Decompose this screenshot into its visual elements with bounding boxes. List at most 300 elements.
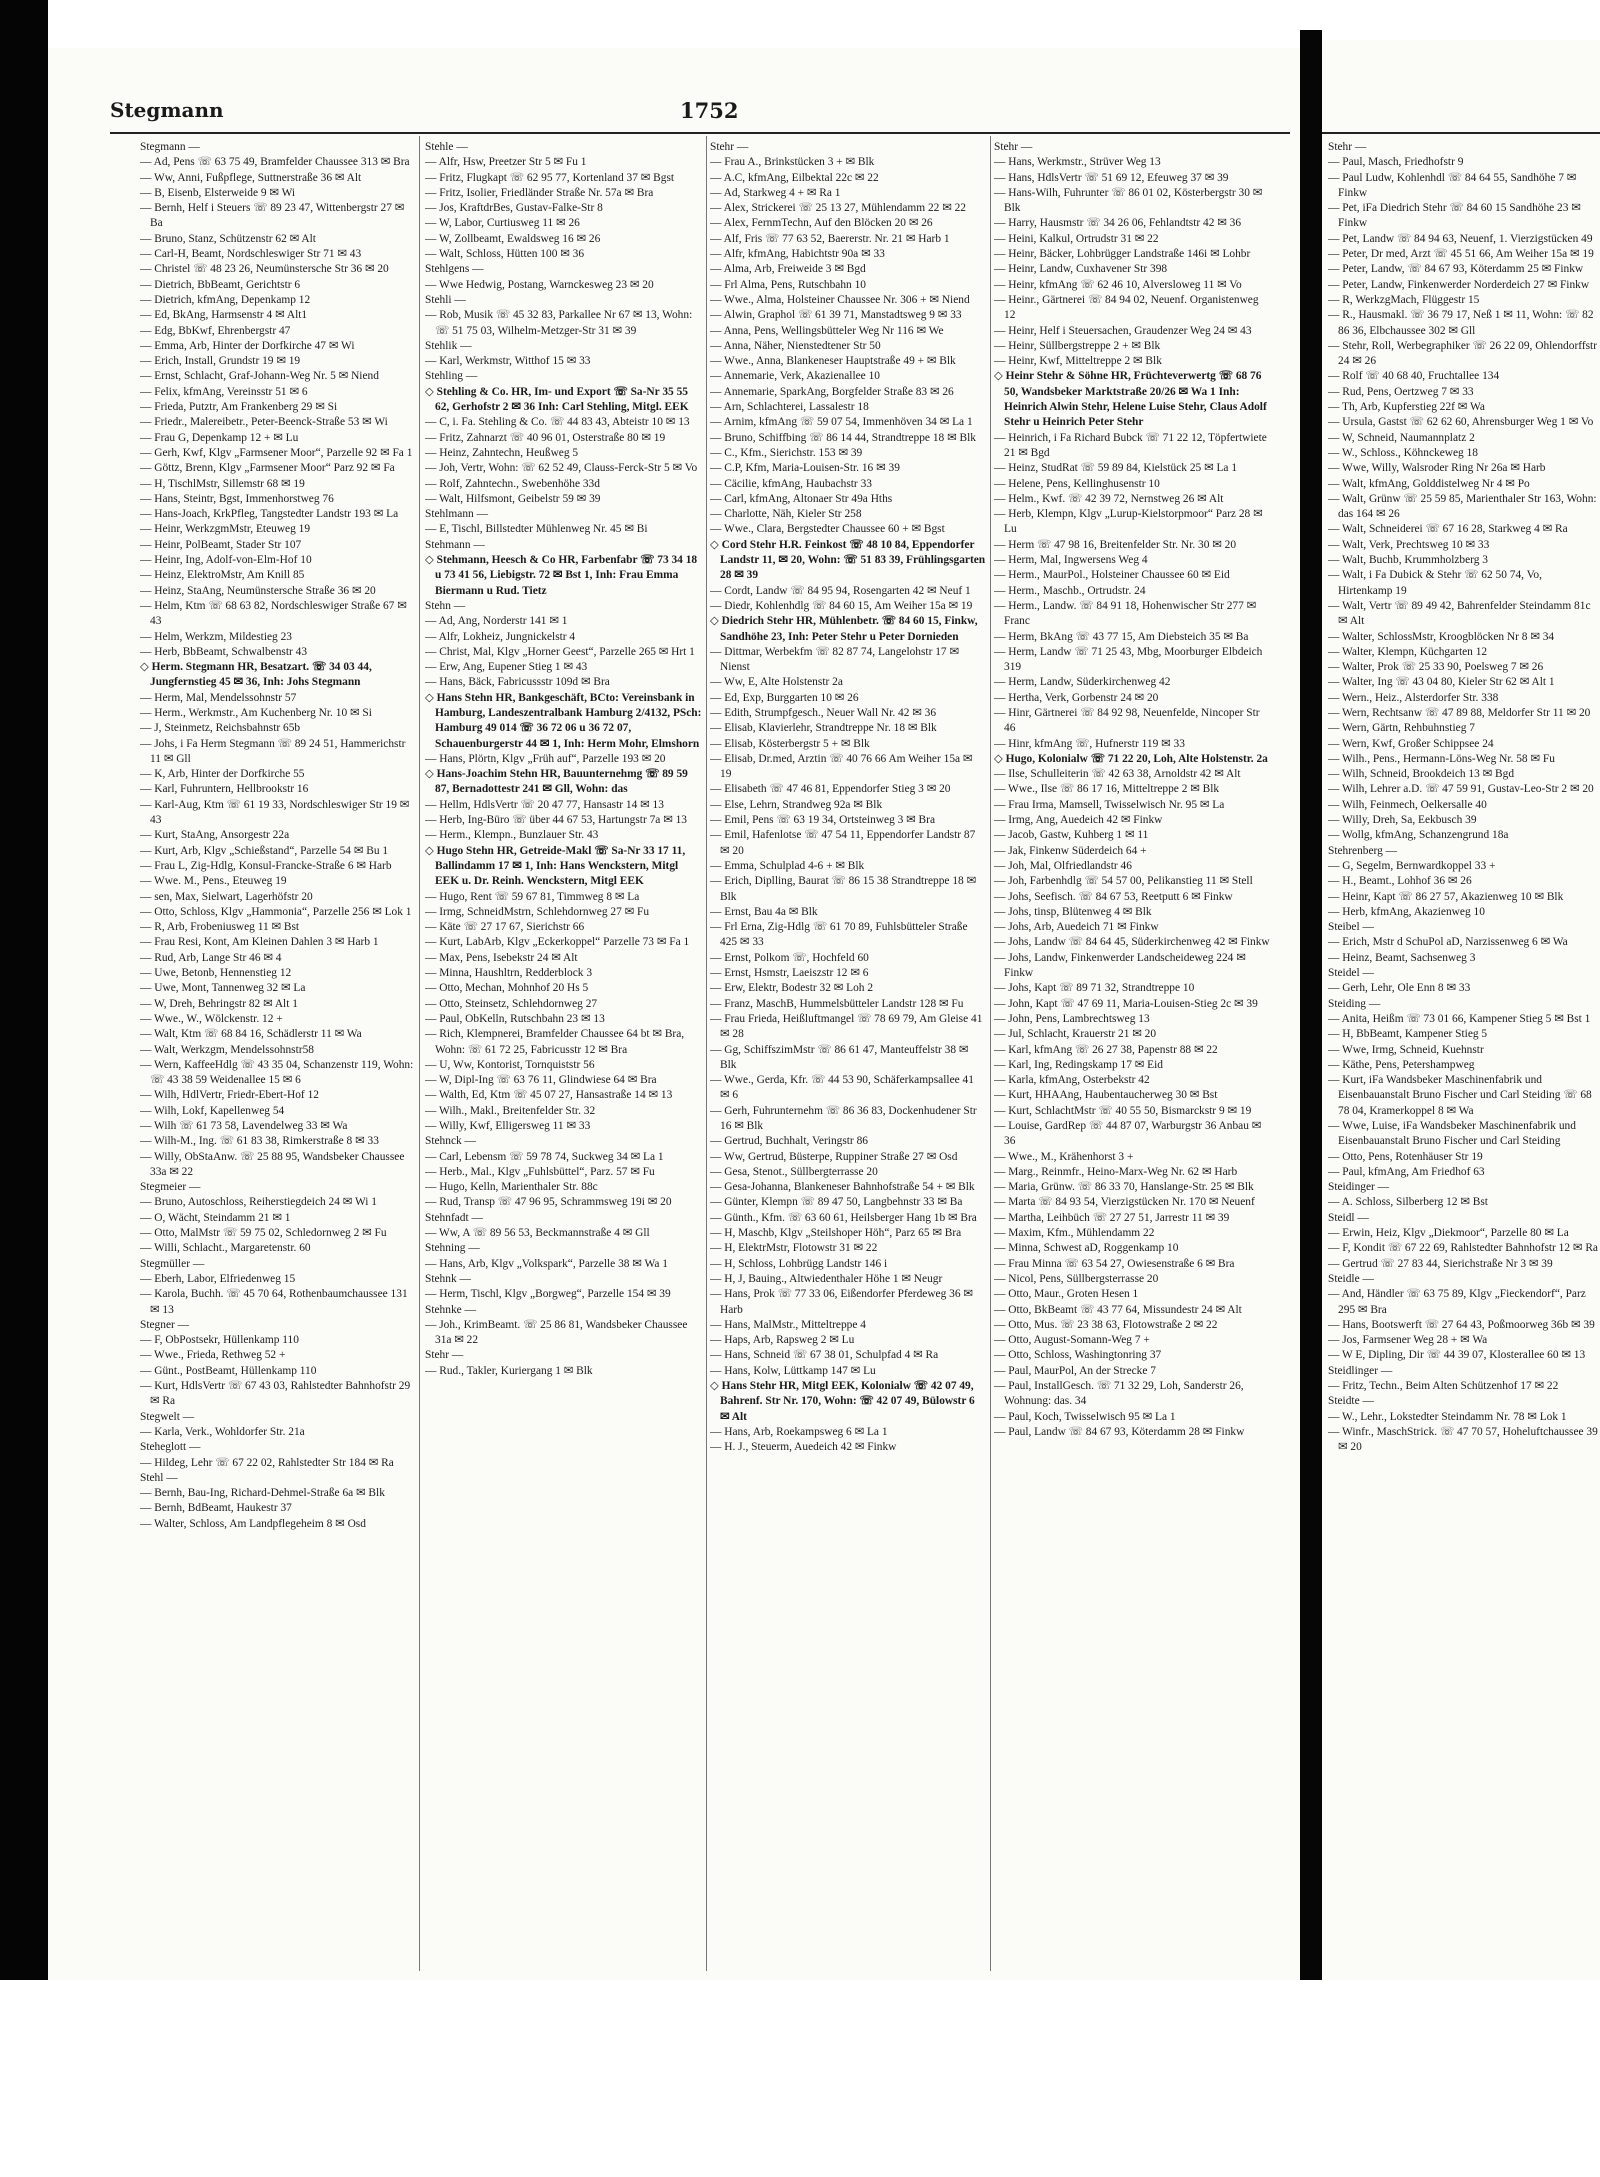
directory-entry: — Anita, Heißm ☏ 73 01 66, Kampener Stieg 5 ✉ Bst 1 xyxy=(1328,1012,1591,1025)
directory-entry: — W, Dipl-Ing ☏ 63 76 11, Glindwiese 64 ✉ Bra xyxy=(425,1074,657,1087)
directory-entry: — Herb, BbBeamt, Schwalbenstr 43 xyxy=(140,645,308,658)
directory-entry: — Heinr, Kapt ☏ 86 27 57, Akazienweg 10 ✉ Blk xyxy=(1328,890,1564,903)
directory-entry: — Herm, Mal, Ingwersens Weg 4 xyxy=(994,554,1148,567)
directory-entry: — Elisab, Dr.med, Arztin ☏ 40 76 66 Am Weiher 15a ✉ 19 xyxy=(710,752,973,781)
directory-column-1 xyxy=(140,140,415,1970)
directory-entry: — Emma, Schulplad 4-6 + ✉ Blk xyxy=(710,859,865,872)
surname-heading: Stehlgens — xyxy=(425,263,484,276)
directory-entry: — Hans, Schneid ☏ 67 38 01, Schulpfad 4 ✉ Ra xyxy=(710,1349,939,1362)
directory-entry: — Fritz, Techn., Beim Alten Schützenhof 17 ✉ 22 xyxy=(1328,1380,1559,1393)
directory-entry: — Hans, Plörtn, Klgv „Früh auf“, Parzelle 193 ✉ 20 xyxy=(425,752,666,765)
surname-heading: Stehning — xyxy=(425,1242,480,1255)
directory-entry: — Emil, Pens ☏ 63 19 34, Ortsteinweg 3 ✉ Bra xyxy=(710,814,936,827)
directory-entry: — Wilh ☏ 61 73 58, Lavendelweg 33 ✉ Wa xyxy=(140,1120,348,1132)
directory-entry: — Ad, Pens ☏ 63 75 49, Bramfelder Chaussee 313 ✉ Bra xyxy=(140,156,410,169)
directory-entry: — Bernh, Bau-Ing, Richard-Dehmel-Straße 6a ✉ Blk xyxy=(140,1487,385,1500)
directory-entry: — Peter, Dr med, Arzt ☏ 45 51 66, Am Weiher 15a ✉ 19 xyxy=(1328,248,1594,261)
directory-entry: — Hellm, HdlsVertr ☏ 20 47 77, Hansastr 14 ✉ 13 xyxy=(425,798,664,811)
directory-entry: — Nicol, Pens, Süllbergsterrasse 20 xyxy=(994,1272,1159,1285)
directory-entry: — O, Wächt, Steindamm 21 ✉ 1 xyxy=(140,1211,291,1224)
directory-entry: — Hildeg, Lehr ☏ 67 22 02, Rahlstedter Str 184 ✉ Ra xyxy=(140,1456,394,1469)
directory-entry: — Ernst, Schlacht, Graf-Johann-Weg Nr. 5 ✉ Niend xyxy=(140,370,379,383)
directory-entry: — Walt, i Fa Dubick & Stehr ☏ 62 50 74, Vo, Hirtenkamp 19 xyxy=(1328,569,1542,597)
directory-entry: — Dittmar, Werbekfm ☏ 82 87 74, Langelohstr 17 ✉ Nienst xyxy=(710,645,960,674)
directory-entry: — Frau G, Depenkamp 12 + ✉ Lu xyxy=(140,431,299,444)
directory-entry: — Eberh, Labor, Elfriedenweg 15 xyxy=(140,1272,296,1285)
directory-entry: — Herb, kfmAng, Akazienweg 10 xyxy=(1328,905,1485,918)
directory-entry: — Emil, Hafenlotse ☏ 47 54 11, Eppendorfer Landstr 87 ✉ 20 xyxy=(710,829,976,857)
directory-entry: — Ilse, Schulleiterin ☏ 42 63 38, Arnoldstr 42 ✉ Alt xyxy=(994,768,1241,781)
surname-heading: Steidlinger — xyxy=(1328,1364,1393,1377)
directory-entry: — A.C, kfmAng, Eilbektal 22c ✉ 22 xyxy=(710,171,879,184)
directory-entry: — W., Schloss., Köhnckeweg 18 xyxy=(1328,446,1478,459)
directory-entry: — Walt, Buchb, Krummholzberg 3 xyxy=(1328,554,1489,567)
directory-entry: — Erich, Mstr d SchuPol aD, Narzissenweg 6 ✉ Wa xyxy=(1328,936,1568,949)
directory-entry: — W, Dreh, Behringstr 82 ✉ Alt 1 xyxy=(140,997,298,1010)
directory-entry: — Karl-Aug, Ktm ☏ 61 19 33, Nordschleswiger Str 19 ✉ 43 xyxy=(140,798,410,827)
facing-page-column xyxy=(1328,140,1598,1970)
directory-entry: — Jacob, Gastw, Kuhberg 1 ✉ 11 xyxy=(994,829,1149,842)
directory-entry: — Erw, Elektr, Bodestr 32 ✉ Loh 2 xyxy=(710,982,874,995)
directory-entry: — Johs, Landw ☏ 84 64 45, Süderkirchenweg 42 ✉ Finkw xyxy=(994,936,1270,949)
directory-entry: — Kurt, Arb, Klgv „Schießstand“, Parzelle 54 ✉ Bu 1 xyxy=(140,844,389,857)
directory-entry: — Edith, Strumpfgesch., Neuer Wall Nr. 42 ✉ 36 xyxy=(710,706,937,719)
directory-entry: — Willi, Schlacht., Margaretenstr. 60 xyxy=(140,1242,311,1255)
directory-entry: — Hertha, Verk, Gorbenstr 24 ✉ 20 xyxy=(994,691,1159,704)
directory-entry: — Frau Minna ☏ 63 54 27, Owiesenstraße 6 ✉ Bra xyxy=(994,1257,1235,1270)
directory-entry: — Rud, Transp ☏ 47 96 95, Schrammsweg 19i ✉ 20 xyxy=(425,1196,672,1209)
directory-entry: — Wwe, Luise, iFa Wandsbeker Maschinenfabrik und Eisenbauanstalt Bruno Fischer und Carl Steiding xyxy=(1328,1120,1576,1148)
directory-entry: — Rolf, Zahntechn., Swebenhöhe 33d xyxy=(425,477,600,490)
directory-entry: — Herm ☏ 47 98 16, Breitenfelder Str. Nr. 30 ✉ 20 xyxy=(994,538,1237,551)
directory-entry: — Fritz, Flugkapt ☏ 62 95 77, Kortenland 37 ✉ Bgst xyxy=(425,171,675,184)
directory-entry: — Hans-Joach, KrkPfleg, Tangstedter Landstr 193 ✉ La xyxy=(140,508,399,521)
directory-entry: — Irmg, SchneidMstrn, Schlehdornweg 27 ✉ Fu xyxy=(425,905,650,918)
directory-entry: — Ww, E, Alte Holstenstr 2a xyxy=(710,676,843,689)
directory-entry: — Friedr., Malereibetr., Peter-Beenck-Straße 53 ✉ Wi xyxy=(140,416,388,429)
surname-heading: Stehr — xyxy=(710,141,749,153)
directory-entry: — Carl, kfmAng, Altonaer Str 49a Hths xyxy=(710,492,893,505)
directory-entry: — Herm, Mal, Mendelssohnstr 57 xyxy=(140,691,297,704)
directory-entry: — Gertrud ☏ 27 83 44, Sierichstraße Nr 3 ✉ 39 xyxy=(1328,1257,1553,1270)
directory-entry: — Heini, Kalkul, Ortrudstr 31 ✉ 22 xyxy=(994,232,1159,245)
directory-entry: — Heinr, kfmAng ☏ 62 46 10, Alversloweg 11 ✉ Vo xyxy=(994,278,1242,291)
surname-heading: Steidte — xyxy=(1328,1395,1374,1408)
directory-entry: — Heinz, StudRat ☏ 59 89 84, Kielstück 25 ✉ La 1 xyxy=(994,462,1238,475)
directory-entry: — Irmg, Ang, Auedeich 42 ✉ Finkw xyxy=(994,814,1163,827)
directory-entry: — Walt, Grünw ☏ 25 59 85, Marienthaler Str 163, Wohn: das 164 ✉ 26 xyxy=(1328,492,1597,521)
surname-heading: Steheglott — xyxy=(140,1441,201,1454)
directory-entry: — J, Steinmetz, Reichsbahnstr 65b xyxy=(140,722,301,735)
directory-entry: — Stehr, Roll, Werbegraphiker ☏ 26 22 09, Ohlendorffstr 24 ✉ 26 xyxy=(1328,339,1598,368)
surname-heading: Stehr — xyxy=(425,1349,464,1362)
directory-entry: ◇ Cord Stehr H.R. Feinkost ☏ 48 10 84, Eppendorfer Landstr 11, ✉ 20, Wohn: ☏ 51 83 39, Frühlingsgarten 28 ✉ 39 xyxy=(710,538,986,582)
directory-entry: — Heinr, Süllbergstreppe 2 + ✉ Blk xyxy=(994,339,1161,352)
directory-entry: ◇ Hugo Stehn HR, Getreide-Makl ☏ Sa-Nr 33 17 11, Ballindamm 17 ✉ 1, Inh: Hans Wenckstern, Mitgl EEK u. Dr. Reinh. Wenckstern, Mitgl EEK xyxy=(425,844,686,888)
directory-entry: — Frau L, Zig-Hdlg, Konsul-Francke-Straße 6 ✉ Harb xyxy=(140,859,392,872)
surname-heading: Steidinger — xyxy=(1328,1181,1390,1194)
directory-entry: — Alma, Arb, Freiweide 3 ✉ Bgd xyxy=(710,263,866,276)
directory-entry: — Rich, Klempnerei, Bramfelder Chaussee 64 bt ✉ Bra, Wohn: ☏ 61 72 25, Fabricusstr 12 ✉ Bra xyxy=(425,1028,685,1056)
directory-entry: — C, i. Fa. Stehling & Co. ☏ 44 83 43, Abteistr 10 ✉ 13 xyxy=(425,416,690,429)
directory-entry: — Erwin, Heiz, Klgv „Diekmoor“, Parzelle 80 ✉ La xyxy=(1328,1227,1569,1240)
directory-entry: — Gerh, Lehr, Ole Enn 8 ✉ 33 xyxy=(1328,982,1471,995)
directory-entry: — And, Händler ☏ 63 75 89, Klgv „Fieckendorf“, Parz 295 ✉ Bra xyxy=(1328,1288,1586,1316)
directory-entry: — Kurt, iFa Wandsbeker Maschinenfabrik und Eisenbauanstalt Bruno Fischer und Carl Steiding ☏ 68 78 04, Kramerkoppel 8 ✉ Wa xyxy=(1328,1074,1592,1117)
directory-entry: — Paul, Koch, Twisselwisch 95 ✉ La 1 xyxy=(994,1410,1176,1423)
directory-entry: — Wwe., M., Krähenhorst 3 + xyxy=(994,1150,1134,1163)
directory-entry: — Günt., PostBeamt, Hüllenkamp 110 xyxy=(140,1364,317,1377)
surname-heading: Stegmann — xyxy=(140,141,200,153)
directory-entry: — Ww, Anni, Fußpflege, Suttnerstraße 36 ✉ Alt xyxy=(140,171,362,184)
directory-entry: — Hans, MalMstr., Mitteltreppe 4 xyxy=(710,1318,866,1331)
directory-entry: — Rud, Arb, Lange Str 46 ✉ 4 xyxy=(140,951,282,964)
scan-gutter xyxy=(1300,30,1322,1980)
directory-entry: — Wilh, Lokf, Kapellenweg 54 xyxy=(140,1104,285,1117)
directory-entry: — Kurt, LabArb, Klgv „Eckerkoppel“ Parzelle 73 ✉ Fa 1 xyxy=(425,936,690,949)
directory-entry: — Karl, kfmAng ☏ 26 27 38, Papenstr 88 ✉ 22 xyxy=(994,1043,1218,1056)
directory-entry: — Wilh., Pens., Hermann-Löns-Weg Nr. 58 ✉ Fu xyxy=(1328,752,1555,765)
directory-entry: — Heinz, ElektroMstr, Am Knill 85 xyxy=(140,569,305,582)
directory-entry: — Rud., Takler, Kuriergang 1 ✉ Blk xyxy=(425,1364,593,1377)
directory-entry: — Wilh, Feinmech, Oelkersalle 40 xyxy=(1328,798,1487,811)
directory-entry: — Winfr., MaschStrick. ☏ 47 70 57, Hoheluftchaussee 39 ✉ 20 xyxy=(1328,1425,1598,1454)
directory-entry: — Alfr, Lokheiz, Jungnickelstr 4 xyxy=(425,630,576,643)
directory-entry: — Göttz, Brenn, Klgv „Farmsener Moor“ Parz 92 ✉ Fa xyxy=(140,462,395,475)
directory-entry: — Alwin, Graphol ☏ 61 39 71, Manstadtsweg 9 ✉ 33 xyxy=(710,309,962,322)
directory-entry: — Wern, Kwf, Großer Schippsee 24 xyxy=(1328,737,1494,750)
directory-entry: — Paul, Landw ☏ 84 67 93, Köterdamm 28 ✉ Finkw xyxy=(994,1425,1245,1438)
directory-entry: — Wilh, HdlVertr, Friedr-Ebert-Hof 12 xyxy=(140,1089,319,1102)
directory-entry: — Walter, SchlossMstr, Kroogblöcken Nr 8 ✉ 34 xyxy=(1328,630,1555,643)
directory-entry: — Herm., Maschb., Ortrudstr. 24 xyxy=(994,584,1146,597)
directory-entry: — Pet, iFa Diedrich Stehr ☏ 84 60 15 Sandhöhe 23 ✉ Finkw xyxy=(1328,202,1581,230)
directory-entry: — Uwe, Mont, Tannenweg 32 ✉ La xyxy=(140,982,306,995)
directory-entry: — Maxim, Kfm., Mühlendamm 22 xyxy=(994,1227,1155,1240)
surname-heading: Stehlmann — xyxy=(425,508,488,521)
directory-entry: — Dietrich, kfmAng, Depenkamp 12 xyxy=(140,293,311,306)
directory-entry: — sen, Max, Sielwart, Lagerhöfstr 20 xyxy=(140,890,313,903)
directory-entry: ◇ Hans Stehr HR, Mitgl EEK, Kolonialw ☏ 42 07 49, Bahrenf. Str Nr. 170, Wohn: ☏ 42 07 49, Bülowstr 6 ✉ Alt xyxy=(710,1380,975,1423)
header-name: Stegmann xyxy=(110,98,224,122)
directory-entry: — Hans, Kolw, Lüttkamp 147 ✉ Lu xyxy=(710,1364,876,1377)
directory-entry: — Fritz, Isolier, Friedländer Straße Nr. 57a ✉ Bra xyxy=(425,186,654,199)
directory-entry: — Karl, Werkmstr, Witthof 15 ✉ 33 xyxy=(425,355,591,368)
surname-heading: Stehnk — xyxy=(425,1272,471,1285)
directory-entry: — Walter, Ing ☏ 43 04 80, Kieler Str 62 ✉ Alt 1 xyxy=(1328,676,1555,689)
directory-entry: ◇ Hans Stehn HR, Bankgeschäft, BCto: Vereinsbank in Hamburg, Landeszentralbank Hamburg 2/4132, PSch: Hamburg 49 014 ☏ 36 72 06 u 36 72 07, Schauenburgerstr 44 ✉ 1, Inh: Herm Mohr, Elmshorn xyxy=(425,691,702,750)
directory-entry: — Wollg, kfmAng, Schanzengrund 18a xyxy=(1328,829,1509,842)
directory-entry: — Minna, Schwest aD, Roggenkamp 10 xyxy=(994,1242,1179,1255)
column-divider xyxy=(990,136,991,1971)
directory-entry: — C., Kfm., Sierichstr. 153 ✉ 39 xyxy=(710,446,863,459)
surname-heading: Steidel — xyxy=(1328,967,1374,980)
directory-entry: — Günth., Kfm. ☏ 63 60 61, Heilsberger Hang 1b ✉ Bra xyxy=(710,1211,977,1224)
directory-entry: — Karla, kfmAng, Osterbekstr 42 xyxy=(994,1074,1150,1087)
directory-entry: — B, Eisenb, Elsterweide 9 ✉ Wi xyxy=(140,186,296,199)
directory-entry: — Heinr, PolBeamt, Stader Str 107 xyxy=(140,538,302,551)
directory-entry: — Hans, Bäck, Fabricussstr 109d ✉ Bra xyxy=(425,676,610,689)
directory-entry: — Joh, Farbenhdlg ☏ 54 57 00, Pelikanstieg 11 ✉ Stell xyxy=(994,875,1253,888)
directory-entry: — Paul, MaurPol, An der Strecke 7 xyxy=(994,1364,1156,1377)
surname-heading: Steiding — xyxy=(1328,997,1381,1010)
directory-entry: — Th, Arb, Kupferstieg 22f ✉ Wa xyxy=(1328,401,1485,414)
directory-entry: — Ad, Ang, Norderstr 141 ✉ 1 xyxy=(425,615,568,628)
directory-entry: — H, Schloss, Lohbrügg Landstr 146 i xyxy=(710,1257,888,1270)
directory-entry: — Joh., KrimBeamt. ☏ 25 86 81, Wandsbeker Chaussee 31a ✉ 22 xyxy=(425,1318,688,1347)
directory-column-4 xyxy=(994,140,1270,1970)
directory-entry: — Harry, Hausmstr ☏ 34 26 06, Fehlandtstr 42 ✉ 36 xyxy=(994,217,1242,230)
directory-entry: — Carl-H, Beamt, Nordschleswiger Str 71 ✉ 43 xyxy=(140,248,362,261)
directory-entry: — Helm, Werkzm, Mildestieg 23 xyxy=(140,630,292,643)
column-divider xyxy=(706,136,707,1971)
directory-entry: — Heinz, StaAng, Neumünstersche Straße 36 ✉ 20 xyxy=(140,584,376,597)
directory-entry: — Cäcilie, kfmAng, Haubachstr 33 xyxy=(710,477,872,490)
surname-heading: Stehr — xyxy=(994,141,1033,153)
directory-entry: — W, Schneid, Naumannplatz 2 xyxy=(1328,431,1475,444)
directory-entry: — Helm, Ktm ☏ 68 63 82, Nordschleswiger Straße 67 ✉ 43 xyxy=(140,599,407,628)
directory-entry: — Frau Irma, Mamsell, Twisselwisch Nr. 95 ✉ La xyxy=(994,798,1225,811)
directory-entry: — A. Schloss, Silberberg 12 ✉ Bst xyxy=(1328,1196,1488,1209)
directory-entry: — Heinr, Landw, Cuxhavener Str 398 xyxy=(994,263,1168,276)
directory-entry: — Walter, Schloss, Am Landpflegeheim 8 ✉ Osd xyxy=(140,1517,366,1530)
directory-entry: — Joh, Mal, Olfriedlandstr 46 xyxy=(994,859,1132,872)
directory-entry: — Heinrich, i Fa Richard Bubck ☏ 71 22 12, Töpfertwiete 21 ✉ Bgd xyxy=(994,431,1267,459)
directory-entry: — Karla, Verk., Wohldorfer Str. 21a xyxy=(140,1425,305,1438)
directory-entry: — Frieda, Putztr, Am Frankenberg 29 ✉ Si xyxy=(140,401,338,414)
surname-heading: Stehling — xyxy=(425,370,478,383)
directory-entry: — Walt, Ktm ☏ 68 84 16, Schädlerstr 11 ✉ Wa xyxy=(140,1028,362,1041)
directory-entry: — Minna, Haushltrn, Redderblock 3 xyxy=(425,967,593,980)
directory-entry: — Wwe., Ilse ☏ 86 17 16, Mitteltreppe 2 ✉ Blk xyxy=(994,783,1220,796)
directory-entry: — Günter, Klempn ☏ 89 47 50, Langbehnstr 33 ✉ Ba xyxy=(710,1196,963,1209)
directory-entry: — Wern, KaffeeHdlg ☏ 43 35 04, Schanzenstr 119, Wohn: ☏ 43 38 59 Weidenallee 15 ✉ 6 xyxy=(140,1058,414,1087)
facing-page-header-rule xyxy=(1322,132,1600,134)
directory-entry: — Wwe Hedwig, Postang, Warnckesweg 23 ✉ 20 xyxy=(425,278,654,291)
directory-entry: — Hugo, Kelln, Marienthaler Str. 88c xyxy=(425,1181,598,1194)
directory-entry: — Hugo, Rent ☏ 59 67 81, Timmweg 8 ✉ La xyxy=(425,890,640,903)
directory-entry: — H, ElektrMstr, Flotowstr 31 ✉ 22 xyxy=(710,1242,878,1255)
directory-entry: ◇ Heinr Stehr & Söhne HR, Früchteverwertg ☏ 68 76 50, Wandsbeker Marktstraße 20/26 ✉ Wa 1 Inh: Heinrich Alwin Stehr, Helene Luise Stehr, Claus Adolf Stehr u Heinrich Peter Stehr xyxy=(994,370,1267,429)
directory-entry: — Anna, Pens, Wellingsbütteler Weg Nr 116 ✉ We xyxy=(710,324,944,337)
directory-entry: — Otto, BkBeamt ☏ 43 77 64, Missundestr 24 ✉ Alt xyxy=(994,1303,1242,1316)
directory-entry: — Otto, Mechan, Mohnhof 20 Hs 5 xyxy=(425,982,589,995)
directory-entry: — Hans-Wilh, Fuhrunter ☏ 86 01 02, Kösterbergstr 30 ✉ Blk xyxy=(994,186,1263,215)
directory-entry: — Hinr, Gärtnerei ☏ 84 92 98, Neuenfelde, Nincoper Str 46 xyxy=(994,706,1260,735)
directory-entry: — Fritz, Zahnarzt ☏ 40 96 01, Osterstraße 80 ✉ 19 xyxy=(425,431,666,444)
directory-entry: — Herm, Landw, Süderkirchenweg 42 xyxy=(994,676,1171,689)
directory-entry: — Herb, Ing-Büro ☏ über 44 67 53, Hartungstr 7a ✉ 13 xyxy=(425,814,687,827)
directory-entry: ◇ Diedrich Stehr HR, Mühlenbetr. ☏ 84 60 15, Finkw, Sandhöhe 23, Inh: Peter Stehr u Peter Dornieden xyxy=(710,615,978,643)
directory-entry: — Walt, Hilfsmont, Geibelstr 59 ✉ 39 xyxy=(425,492,601,505)
directory-entry: — Wwe., Anna, Blankeneser Hauptstraße 49 + ✉ Blk xyxy=(710,355,956,368)
directory-entry: — Edg, BbKwf, Ehrenbergstr 47 xyxy=(140,324,291,337)
directory-entry: — Walter, Klempn, Küchgarten 12 xyxy=(1328,645,1488,658)
directory-entry: — Uwe, Betonb, Hennenstieg 12 xyxy=(140,967,292,980)
directory-entry: — H, BbBeamt, Kampener Stieg 5 xyxy=(1328,1028,1488,1041)
surname-heading: Stehn — xyxy=(425,599,466,612)
surname-heading: Stehl — xyxy=(140,1471,178,1484)
directory-entry: — Walt, Schneiderei ☏ 67 16 28, Starkweg 4 ✉ Ra xyxy=(1328,523,1568,536)
directory-entry: — Gesa, Stenot., Süllbergterrasse 20 xyxy=(710,1165,878,1178)
header-rule xyxy=(110,132,1290,134)
directory-entry: — Kurt, HdlsVertr ☏ 67 43 03, Rahlstedter Bahnhofstr 29 ✉ Ra xyxy=(140,1380,411,1408)
directory-entry: — Wwe., Gerda, Kfr. ☏ 44 53 90, Schäferkampsallee 41 ✉ 6 xyxy=(710,1074,974,1102)
surname-heading: Stehnke — xyxy=(425,1303,476,1316)
surname-heading: Stehli — xyxy=(425,293,466,306)
directory-entry: — Else, Lehrn, Strandweg 92a ✉ Blk xyxy=(710,798,883,811)
directory-entry: — Wwe, Willy, Walsroder Ring Nr 26a ✉ Harb xyxy=(1328,462,1546,475)
directory-entry: — Frau A., Brinkstücken 3 + ✉ Blk xyxy=(710,156,875,169)
directory-entry: — Carl, Lebensm ☏ 59 78 74, Suckweg 34 ✉ La 1 xyxy=(425,1150,664,1163)
directory-entry: — Heinz, Zahntechn, Heußweg 5 xyxy=(425,446,579,459)
directory-entry: — H, Maschb, Klgv „Steilshoper Höh“, Parz 65 ✉ Bra xyxy=(710,1227,962,1240)
directory-entry: — W E, Dipling, Dir ☏ 44 39 07, Klosterallee 60 ✉ 13 xyxy=(1328,1349,1586,1362)
directory-entry: — Herb., Mal., Klgv „Fuhlsbüttel“, Parz. 57 ✉ Fu xyxy=(425,1165,655,1178)
directory-entry: — Paul, kfmAng, Am Friedhof 63 xyxy=(1328,1165,1485,1178)
directory-entry: — Wwe, Irmg, Schneid, Kuehnstr xyxy=(1328,1043,1484,1056)
directory-entry: — Pet, Landw ☏ 84 94 63, Neuenf, 1. Vierzigstücken 49 xyxy=(1328,232,1593,245)
directory-entry: — Jos, KraftdrBes, Gustav-Falke-Str 8 xyxy=(425,202,603,215)
directory-entry: — Anna, Näher, Nienstedtener Str 50 xyxy=(710,339,881,352)
directory-entry: — Frau Resi, Kont, Am Kleinen Dahlen 3 ✉ Harb 1 xyxy=(140,936,379,949)
directory-column-2 xyxy=(425,140,702,1970)
directory-entry: — Wern., Heiz., Alsterdorfer Str. 338 xyxy=(1328,691,1499,704)
directory-entry: — U, Ww, Kontorist, Tornquiststr 56 xyxy=(425,1058,595,1071)
directory-entry: — Wwe., Clara, Bergstedter Chaussee 60 + ✉ Bgst xyxy=(710,523,945,536)
surname-heading: Stehmann — xyxy=(425,538,485,551)
directory-entry: — Alex, FernmTechn, Auf den Blöcken 20 ✉ 26 xyxy=(710,217,933,230)
directory-entry: — Otto, Schloss, Washingtonring 37 xyxy=(994,1349,1162,1362)
directory-entry: — Otto, Schloss, Klgv „Hammonia“, Parzelle 256 ✉ Lok 1 xyxy=(140,905,412,918)
directory-entry: — Otto, MalMstr ☏ 59 75 02, Schledornweg 2 ✉ Fu xyxy=(140,1227,387,1240)
directory-entry: — Ed, Exp, Burggarten 10 ✉ 26 xyxy=(710,691,859,704)
directory-entry: — John, Pens, Lambrechtsweg 13 xyxy=(994,1012,1150,1025)
directory-entry: — Martha, Leihbüch ☏ 27 27 51, Jarrestr 11 ✉ 39 xyxy=(994,1211,1230,1224)
directory-entry: ◇ Hans-Joachim Stehn HR, Bauunternehmg ☏ 89 59 87, Bernadottestr 241 ✉ Gll, Wohn: das xyxy=(425,768,688,796)
directory-entry: — Ad, Starkweg 4 + ✉ Ra 1 xyxy=(710,186,841,199)
directory-entry: — F, Kondit ☏ 67 22 69, Rahlstedter Bahnhofstr 12 ✉ Ra xyxy=(1328,1242,1598,1255)
directory-entry: — Otto, Mus. ☏ 23 38 63, Flotowstraße 2 ✉ 22 xyxy=(994,1318,1218,1331)
directory-entry: — Alf, Fris ☏ 77 63 52, Baererstr. Nr. 21 ✉ Harb 1 xyxy=(710,232,950,245)
directory-entry: — Ernst, Hsmstr, Laeiszstr 12 ✉ 6 xyxy=(710,967,869,980)
directory-entry: — Wilh, Lehrer a.D. ☏ 47 59 91, Gustav-Leo-Str 2 ✉ 20 xyxy=(1328,783,1594,796)
directory-column-3 xyxy=(710,140,986,1970)
directory-entry: — Elisab, Klavierlehr, Strandtreppe Nr. 18 ✉ Blk xyxy=(710,722,937,735)
directory-entry: — Heinr, WerkzgmMstr, Eteuweg 19 xyxy=(140,523,311,536)
directory-entry: — Wwe., Alma, Holsteiner Chaussee Nr. 306 + ✉ Niend xyxy=(710,293,970,306)
directory-entry: — Hans, Bootswerft ☏ 27 64 43, Poßmoorweg 36b ✉ 39 xyxy=(1328,1318,1595,1331)
directory-entry: — Kurt, StaAng, Ansorgestr 22a xyxy=(140,829,290,842)
directory-entry: — Diedr, Kohlenhdlg ☏ 84 60 15, Am Weiher 15a ✉ 19 xyxy=(710,599,973,612)
page-number: 1752 xyxy=(680,98,739,123)
surname-heading: Stegmüller — xyxy=(140,1257,205,1270)
directory-entry: — Frl Erna, Zig-Hdlg ☏ 61 70 89, Fuhlsbütteler Straße 425 ✉ 33 xyxy=(710,921,968,949)
directory-entry: — Gertrud, Buchhalt, Veringstr 86 xyxy=(710,1135,868,1148)
directory-entry: — Johs, Arb, Auedeich 71 ✉ Finkw xyxy=(994,921,1159,934)
directory-entry: — Otto, August-Somann-Weg 7 + xyxy=(994,1334,1150,1347)
directory-entry: — Walt, Vertr ☏ 89 49 42, Bahrenfelder Steindamm 81c ✉ Alt xyxy=(1328,599,1591,628)
directory-entry: — E, Tischl, Billstedter Mühlenweg Nr. 45 ✉ Bi xyxy=(425,523,648,536)
directory-entry: — Max, Pens, Isebekstr 24 ✉ Alt xyxy=(425,951,578,964)
column-divider xyxy=(419,136,420,1971)
directory-entry: — Herm., MaurPol., Holsteiner Chaussee 60 ✉ Eid xyxy=(994,569,1230,582)
directory-entry: — Herm, Landw ☏ 71 25 43, Mbg, Moorburger Elbdeich 319 xyxy=(994,645,1263,674)
directory-entry: — Karola, Buchh. ☏ 45 70 64, Rothenbaumchaussee 131 ✉ 13 xyxy=(140,1288,408,1316)
directory-entry: — F, ObPostsekr, Hüllenkamp 110 xyxy=(140,1334,299,1347)
facing-page xyxy=(1322,40,1600,1980)
directory-entry: — Johs, i Fa Herm Stegmann ☏ 89 24 51, Hammerichstr 11 ✉ Gll xyxy=(140,737,406,765)
directory-entry: — Heinr, Bäcker, Lohbrügger Landstraße 146i ✉ Lohbr xyxy=(994,248,1251,261)
directory-entry: — Cordt, Landw ☏ 84 95 94, Rosengarten 42 ✉ Neuf 1 xyxy=(710,584,971,597)
directory-entry: — Frl Alma, Pens, Rutschbahn 10 xyxy=(710,278,866,291)
directory-entry: — Herm, BkAng ☏ 43 77 15, Am Diebsteich 35 ✉ Ba xyxy=(994,630,1249,643)
directory-entry: — Otto, Steinsetz, Schlehdornweg 27 xyxy=(425,997,598,1010)
surname-heading: Stehnfadt — xyxy=(425,1211,483,1224)
surname-heading: Steidle — xyxy=(1328,1272,1374,1285)
directory-entry: — Elisab, Kösterbergstr 5 + ✉ Blk xyxy=(710,737,870,750)
directory-entry: — H, TischlMstr, Sillemstr 68 ✉ 19 xyxy=(140,477,305,490)
directory-entry: — Bernh, BdBeamt, Haukestr 37 xyxy=(140,1502,292,1515)
directory-entry: — Paul, InstallGesch. ☏ 71 32 29, Loh, Sanderstr 26, Wohnung: das. 34 xyxy=(994,1380,1244,1408)
directory-entry: — Heinr, Helf i Steuersachen, Graudenzer Weg 24 ✉ 43 xyxy=(994,324,1252,337)
directory-entry: — Walt, kfmAng, Golddistelweg Nr 4 ✉ Po xyxy=(1328,477,1530,490)
scan-border-left xyxy=(0,0,48,1980)
directory-entry: — Walth, Ed, Ktm ☏ 45 07 27, Hansastraße 14 ✉ 13 xyxy=(425,1089,673,1102)
directory-entry: — Walt, Werkzgm, Mendelssohnstr58 xyxy=(140,1043,314,1056)
directory-entry: — Gerh, Fuhrunternehm ☏ 86 36 83, Dockenhudener Str 16 ✉ Blk xyxy=(710,1104,977,1132)
directory-entry: — Hans, Werkmstr., Strüver Weg 13 xyxy=(994,156,1161,169)
surname-heading: Steidl — xyxy=(1328,1211,1369,1224)
directory-entry: — Felix, kfmAng, Vereinsstr 51 ✉ 6 xyxy=(140,385,308,398)
directory-entry: ◇ Stehling & Co. HR, Im- und Export ☏ Sa-Nr 35 55 62, Gerhofstr 2 ✉ 36 Inh: Carl Stehling, Mitgl. EEK xyxy=(425,385,689,414)
directory-entry: — Karl, Fuhruntern, Hellbrookstr 16 xyxy=(140,783,309,796)
directory-entry: — Ursula, Gastst ☏ 62 62 60, Ahrensburger Weg 1 ✉ Vo xyxy=(1328,416,1594,429)
directory-entry: — Karl, Ing, Redingskamp 17 ✉ Eid xyxy=(994,1058,1163,1071)
directory-entry: — Paul Ludw, Kohlenhdl ☏ 84 64 55, Sandhöhe 7 ✉ Finkw xyxy=(1328,171,1577,199)
directory-entry: — W, Zollbeamt, Ewaldsweg 16 ✉ 26 xyxy=(425,232,601,245)
directory-entry: — Alfr, kfmAng, Habichtstr 90a ✉ 33 xyxy=(710,248,885,261)
directory-entry: — Heinr., Gärtnerei ☏ 84 94 02, Neuenf. Organistenweg 12 xyxy=(994,293,1259,322)
directory-entry: — Helm., Kwf. ☏ 42 39 72, Nernstweg 26 ✉ Alt xyxy=(994,492,1224,505)
directory-entry: — K, Arb, Hinter der Dorfkirche 55 xyxy=(140,768,305,781)
directory-entry: — Hans, Steintr, Bgst, Immenhorstweg 76 xyxy=(140,492,334,505)
directory-entry: — Helene, Pens, Kellinghusenstr 10 xyxy=(994,477,1160,490)
directory-entry: — Arn, Schlachterei, Lassalestr 18 xyxy=(710,401,869,414)
directory-entry: — Wilh-M., Ing. ☏ 61 83 38, Rimkerstraße 8 ✉ 33 xyxy=(140,1135,379,1148)
directory-entry: — Walter, Prok ☏ 25 33 90, Poelsweg 7 ✉ 26 xyxy=(1328,661,1544,674)
directory-entry: — Elisabeth ☏ 47 46 81, Eppendorfer Stieg 3 ✉ 20 xyxy=(710,783,951,796)
directory-entry: — Ernst, Polkom ☏, Hochfeld 60 xyxy=(710,951,869,964)
directory-entry: — Emma, Arb, Hinter der Dorfkirche 47 ✉ Wi xyxy=(140,339,355,352)
directory-entry: — Herm., Werkmstr., Am Kuchenberg Nr. 10 ✉ Si xyxy=(140,706,372,719)
directory-entry: — Annemarie, SparkAng, Borgfelder Straße 83 ✉ 26 xyxy=(710,385,954,398)
directory-entry: ◇ Hugo, Kolonialw ☏ 71 22 20, Loh, Alte Holstenstr. 2a xyxy=(994,752,1268,765)
directory-entry: — Gg, SchiffszimMstr ☏ 86 61 47, Manteuffelstr 38 ✉ Blk xyxy=(710,1043,969,1071)
directory-entry: — Herm., Landw. ☏ 84 91 18, Hohenwischer Str 277 ✉ Franc xyxy=(994,599,1257,628)
surname-heading: Stehrenberg — xyxy=(1328,844,1398,857)
directory-entry: — Peter, Landw, ☏ 84 67 93, Köterdamm 25 ✉ Finkw xyxy=(1328,263,1584,276)
directory-entry: — Wwe., Frieda, Rethweg 52 + xyxy=(140,1349,286,1362)
directory-entry: — Ernst, Bau 4a ✉ Blk xyxy=(710,905,818,918)
directory-entry: — Dietrich, BbBeamt, Gerichtstr 6 xyxy=(140,278,301,291)
directory-entry: — G, Segelm, Bernwardkoppel 33 + xyxy=(1328,859,1496,872)
directory-entry: — Rud, Pens, Oertzweg 7 ✉ 33 xyxy=(1328,385,1474,398)
directory-entry: — Herm, Tischl, Klgv „Borgweg“, Parzelle 154 ✉ 39 xyxy=(425,1288,671,1301)
directory-entry: — Gesa-Johanna, Blankeneser Bahnhofstraße 54 + ✉ Blk xyxy=(710,1181,975,1194)
directory-entry: — Bruno, Schiffbing ☏ 86 14 44, Strandtreppe 18 ✉ Blk xyxy=(710,431,976,444)
directory-entry: — Marta ☏ 84 93 54, Vierzigstücken Nr. 170 ✉ Neuenf xyxy=(994,1196,1255,1209)
